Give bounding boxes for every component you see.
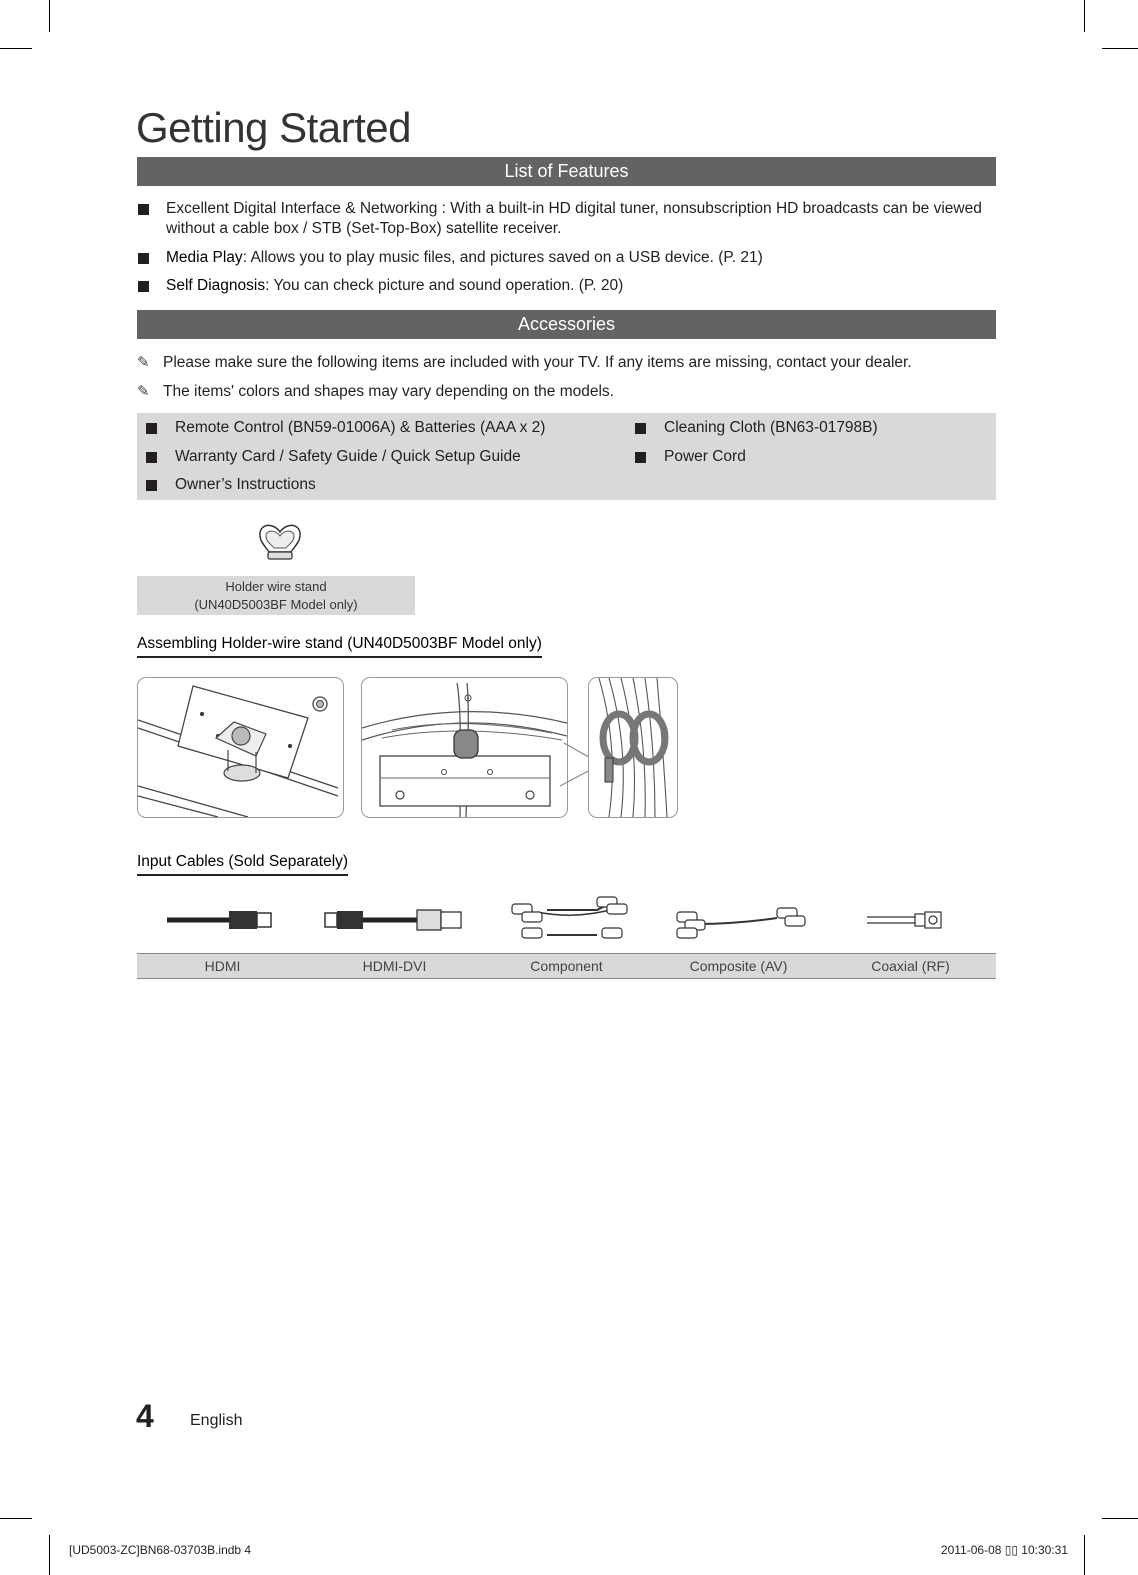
- holder-caption: [137, 576, 415, 615]
- print-timestamp: 2011-06-08 ▯▯ 10:30:31: [940, 1543, 1068, 1557]
- input-cables-heading: Input Cables (Sold Separately): [137, 853, 348, 876]
- crop-mark: [49, 0, 50, 32]
- hdmi-dvi-cable-icon: [325, 910, 461, 930]
- bullet-square-icon: [635, 452, 646, 463]
- feature-item: [137, 276, 996, 296]
- crop-mark: [1084, 1535, 1085, 1575]
- crop-mark: [1102, 1518, 1138, 1519]
- feature-name: Self Diagnosis: [166, 277, 266, 294]
- cable-label: Coaxial (RF): [871, 958, 950, 974]
- bullet-square-icon: [635, 423, 646, 434]
- accessories-note: [137, 382, 614, 402]
- features-header: List of Features: [137, 157, 996, 186]
- accessories-header: Accessories: [137, 310, 996, 339]
- accessory-label: Remote Control (BN59-01006A) & Batteries (AAA x 2): [175, 419, 546, 436]
- component-cable-icon: [512, 897, 627, 938]
- bullet-square-icon: [146, 423, 157, 434]
- hdmi-cable-icon: [167, 911, 271, 929]
- composite-cable-icon: [677, 908, 805, 938]
- cable-label: Component: [530, 958, 603, 974]
- accessory-label: Owner’s Instructions: [175, 476, 316, 493]
- feature-text-line: Excellent Digital Interface & Networking : With a built-in HD digital tuner, nonsubscription HD broadcasts can be viewed: [166, 200, 982, 217]
- cable-labels-bar: [137, 953, 996, 979]
- coaxial-cable-icon: [867, 912, 941, 928]
- bullet-square-icon: [138, 281, 149, 292]
- feature-name: Media Play: [166, 249, 243, 266]
- caption-line: Holder wire stand: [225, 579, 327, 594]
- assembly-step-2-illustration: [361, 677, 568, 818]
- cable-label: HDMI-DVI: [362, 958, 427, 974]
- accessory-label: Warranty Card / Safety Guide / Quick Setup Guide: [175, 448, 521, 465]
- page-title: Getting Started: [136, 104, 411, 151]
- crop-mark: [0, 1518, 32, 1519]
- cable-bundle-drawing: [589, 678, 677, 817]
- bullet-square-icon: [138, 253, 149, 264]
- note-text: Please make sure the following items are included with your TV. If any items are missing, contact your dealer.: [163, 354, 912, 371]
- feature-description: : You can check picture and sound operation. (P. 20): [265, 277, 624, 294]
- crop-mark: [49, 1535, 50, 1575]
- bullet-square-icon: [146, 480, 157, 491]
- holder-wire-stand-illustration: [255, 520, 305, 566]
- cable-illustrations: [137, 890, 996, 948]
- crop-mark: [1084, 0, 1085, 32]
- page-number: 4: [136, 1398, 154, 1434]
- file-info: [UD5003-ZC]BN68-03703B.indb 4: [69, 1543, 252, 1557]
- caption-line: (UN40D5003BF Model only): [194, 597, 358, 612]
- pencil-note-icon: ✎: [137, 354, 150, 371]
- assembling-heading: Assembling Holder-wire stand (UN40D5003BF Model only): [137, 635, 542, 658]
- feature-description: : Allows you to play music files, and pictures saved on a USB device. (P. 21): [242, 249, 763, 266]
- crop-mark: [1102, 48, 1138, 49]
- bullet-square-icon: [146, 452, 157, 463]
- note-text: The items' colors and shapes may vary depending on the models.: [163, 383, 614, 400]
- crop-mark: [0, 48, 32, 49]
- accessories-note: [137, 353, 912, 373]
- tv-stand-base-drawing: [138, 678, 343, 817]
- feature-item: [137, 199, 996, 239]
- feature-item: [137, 248, 996, 268]
- language-label: English: [190, 1412, 243, 1429]
- accessory-label: Cleaning Cloth (BN63-01798B): [664, 419, 878, 436]
- assembly-step-1-illustration: [137, 677, 344, 818]
- bullet-square-icon: [138, 204, 149, 215]
- cable-label: Composite (AV): [689, 958, 788, 974]
- cable-label: HDMI: [204, 958, 241, 974]
- holder-clip-drawing: [362, 678, 567, 817]
- assembly-detail-illustration: [588, 677, 678, 818]
- pencil-note-icon: ✎: [137, 383, 150, 400]
- feature-text-line: without a cable box / STB (Set-Top-Box) satellite receiver.: [166, 220, 562, 237]
- accessory-label: Power Cord: [664, 448, 746, 465]
